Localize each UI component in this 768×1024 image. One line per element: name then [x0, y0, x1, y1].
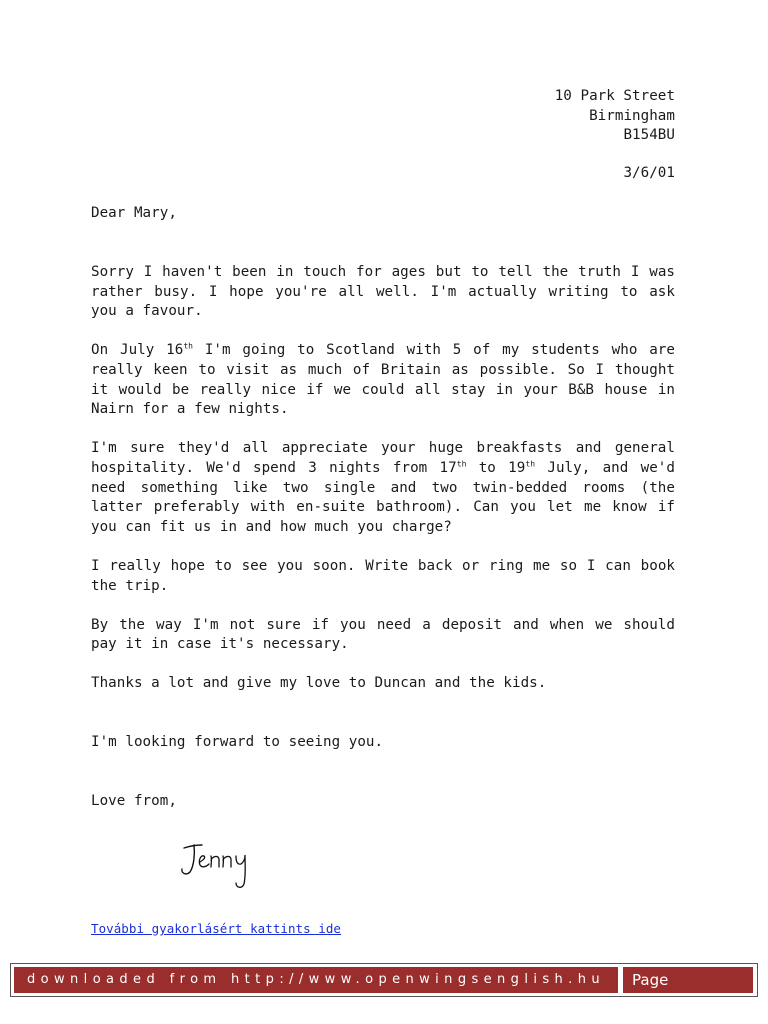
paragraph-3-text-b: to 19: [466, 459, 526, 476]
paragraph-2: [91, 341, 675, 419]
paragraph-1: Sorry I haven't been in touch for ages but to tell the truth I was rather busy. I hope you're all well. I'm actually writing to ask you a favour.: [91, 264, 675, 320]
ordinal-suffix: th: [525, 459, 536, 469]
closing: Love from,: [91, 792, 177, 809]
practice-link[interactable]: További gyakorlásért kattints ide: [91, 921, 341, 936]
sender-address: [375, 87, 675, 183]
paragraph-6: Thanks a lot and give my love to Duncan and the kids.: [91, 675, 547, 692]
letter-body: [91, 263, 675, 831]
paragraph-4: I really hope to see you soon. Write back or ring me so I can book the trip.: [91, 557, 675, 594]
address-line-street: 10 Park Street: [554, 88, 675, 104]
footer-download-text: downloaded from http://www.openwingsenglish.hu: [14, 967, 618, 993]
paragraph-3: [91, 439, 675, 537]
salutation: Dear Mary,: [91, 205, 177, 221]
ordinal-suffix: th: [456, 459, 467, 469]
footer-bar: [10, 963, 758, 997]
paragraph-5: By the way I'm not sure if you need a deposit and when we should pay it in case it's necessary.: [91, 616, 675, 653]
address-line-postcode: B154BU: [623, 127, 675, 144]
paragraph-3-text-a: I'm sure they'd all appreciate your huge breakfasts and general hospitality. We'd spend 3 nights from 17: [91, 440, 675, 476]
footer-page-label: Page: [623, 967, 753, 993]
paragraph-2-text-a: On July 16: [91, 342, 184, 359]
paragraph-2-text-b: I'm going to Scotland with 5 of my students who are really keen to visit as much of Britain as possible. So I thought it would be really nice if we could all stay in your B&B house in Nairn for a few nights.: [91, 342, 675, 418]
paragraph-3-text-c: July, and we'd need something like two single and two twin-bedded rooms (the latter preferably with en-suite bathroom). Can you let me know if you can fit us in and how much you charge?: [91, 459, 675, 535]
letter-date: 3/6/01: [623, 164, 675, 181]
ordinal-suffix: th: [183, 341, 194, 351]
signature-image: [176, 832, 266, 892]
address-line-city: Birmingham: [589, 107, 675, 124]
paragraph-7: I'm looking forward to seeing you.: [91, 734, 384, 751]
